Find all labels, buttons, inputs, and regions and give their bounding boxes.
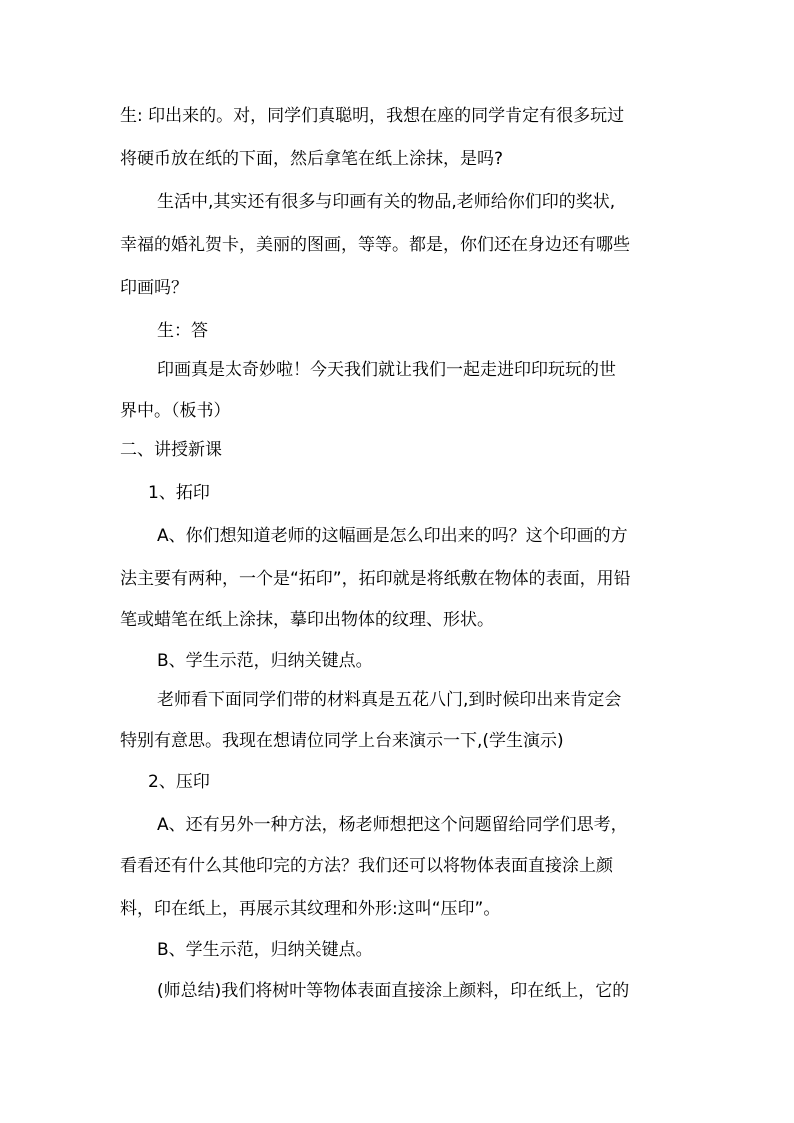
paragraph-line: 料，印在纸上，再展示其纹理和外形:这叫“压印”。 [120, 899, 501, 919]
paragraph-line: 特别有意思。我现在想请位同学上台来演示一下,(学生演示) [120, 731, 564, 751]
subsection-heading: 2、压印 [148, 772, 210, 792]
paragraph-line: B、学生示范，归纳关键点。 [157, 651, 373, 671]
paragraph-line: 将硬币放在纸的下面，然后拿笔在纸上涂抹，是吗? [120, 149, 504, 169]
section-heading: 二、讲授新课 [120, 440, 222, 460]
subsection-heading: 1、拓印 [148, 483, 210, 503]
paragraph-line: 老师看下面同学们带的材料真是五花八门,到时候印出来肯定会 [157, 690, 622, 710]
paragraph-line: A、你们想知道老师的这幅画是怎么印出来的吗？这个印画的方 [157, 526, 628, 546]
paragraph-line: A、还有另外一种方法，杨老师想把这个问题留给同学们思考， [157, 815, 628, 835]
paragraph-line: 法主要有两种，一个是“拓印”，拓印就是将纸敷在物体的表面，用铅 [120, 569, 631, 589]
paragraph-line: 笔或蜡笔在纸上涂抹，摹印出物体的纹理、形状。 [120, 610, 494, 630]
paragraph-line: 生: 印出来的。对，同学们真聪明，我想在座的同学肯定有很多玩过 [120, 106, 625, 126]
paragraph-line: 生活中,其实还有很多与印画有关的物品,老师给你们印的奖状, [157, 192, 616, 212]
paragraph-line: 印画吗？ [120, 278, 188, 298]
paragraph-line: 看看还有什么其他印完的方法？我们还可以将物体表面直接涂上颜 [120, 856, 613, 876]
paragraph-line: 印画真是太奇妙啦！今天我们就让我们一起走进印印玩玩的世 [157, 360, 616, 380]
paragraph-line: 生：答 [157, 321, 208, 341]
paragraph-line: (师总结)我们将树叶等物体表面直接涂上颜料，印在纸上，它的 [157, 981, 630, 1001]
paragraph-line: 幸福的婚礼贺卡，美丽的图画，等等。都是，你们还在身边还有哪些 [120, 235, 630, 255]
paragraph-line: B、学生示范，归纳关键点。 [157, 940, 373, 960]
paragraph-line: 界中。（板书） [120, 401, 231, 421]
